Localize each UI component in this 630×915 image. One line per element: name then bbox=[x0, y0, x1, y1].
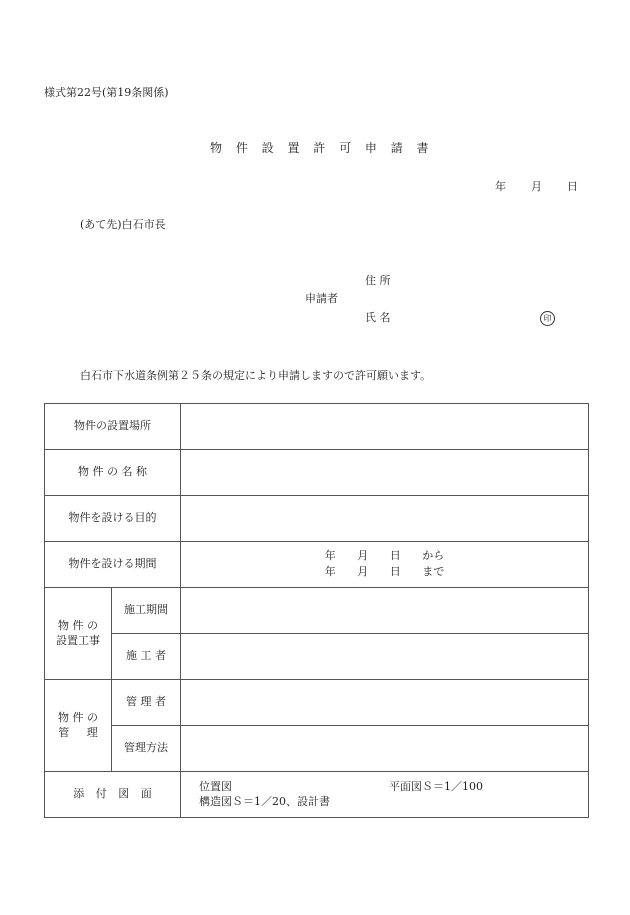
table-row bbox=[45, 496, 589, 542]
management-group-line1: 物 件 の bbox=[58, 710, 98, 724]
table-row bbox=[45, 772, 589, 818]
attachments-label: 添 付 図 面 bbox=[45, 772, 181, 818]
management-group-line2: 管 理 bbox=[58, 725, 98, 739]
page-title: 物 件 設 置 許 可 申 請 書 bbox=[210, 141, 434, 155]
management-method-field[interactable] bbox=[181, 726, 589, 772]
contractor-label: 施 工 者 bbox=[112, 634, 181, 680]
date-day: 日 bbox=[567, 180, 578, 193]
object-name-field[interactable] bbox=[181, 450, 589, 496]
seal-mark bbox=[540, 311, 555, 326]
statement: 白石市下水道条例第２５条の規定により申請しますので許可願います。 bbox=[80, 369, 432, 382]
name-row-label: 物 件 の 名 称 bbox=[45, 450, 181, 496]
date-year: 年 bbox=[495, 180, 506, 193]
construction-period-field[interactable] bbox=[181, 588, 589, 634]
attachment-location-map: 位置図 bbox=[199, 779, 232, 793]
table-row bbox=[45, 634, 589, 680]
addressee: (あて先)白石市長 bbox=[80, 218, 166, 231]
construction-group-line2: 設置工事 bbox=[56, 633, 100, 647]
location-field[interactable] bbox=[181, 404, 589, 450]
manager-label: 管 理 者 bbox=[112, 680, 181, 726]
purpose-field[interactable] bbox=[181, 496, 589, 542]
attachment-plan: 平面図Ｓ＝1／100 bbox=[389, 779, 483, 793]
applicant-label: 申請者 bbox=[305, 292, 338, 305]
address-label: 住 所 bbox=[365, 274, 391, 287]
table-row bbox=[45, 726, 589, 772]
management-method-label: 管理方法 bbox=[112, 726, 181, 772]
management-group-label bbox=[45, 680, 112, 772]
period-from: 年 月 日 から bbox=[324, 549, 445, 563]
attachments-field bbox=[181, 772, 589, 818]
seal-icon: 印 bbox=[540, 311, 555, 326]
construction-group-label bbox=[45, 588, 112, 680]
purpose-label: 物件を設ける目的 bbox=[45, 496, 181, 542]
location-label: 物件の設置場所 bbox=[45, 404, 181, 450]
table-row bbox=[45, 588, 589, 634]
application-table bbox=[44, 403, 589, 818]
construction-period-label: 施工期間 bbox=[112, 588, 181, 634]
name-label: 氏 名 bbox=[365, 311, 391, 324]
contractor-field[interactable] bbox=[181, 634, 589, 680]
form-number: 様式第22号(第19条関係) bbox=[44, 86, 169, 99]
period-to: 年 月 日 まで bbox=[324, 565, 445, 578]
table-row bbox=[45, 542, 589, 588]
table-row bbox=[45, 404, 589, 450]
attachment-structure: 構造図Ｓ＝1／20、設計書 bbox=[199, 794, 330, 808]
period-label: 物件を設ける期間 bbox=[45, 542, 181, 588]
date-month: 月 bbox=[531, 180, 542, 193]
table-row bbox=[45, 450, 589, 496]
period-field[interactable] bbox=[181, 542, 589, 588]
construction-group-line1: 物 件 の bbox=[58, 618, 98, 632]
manager-field[interactable] bbox=[181, 680, 589, 726]
table-row bbox=[45, 680, 589, 726]
